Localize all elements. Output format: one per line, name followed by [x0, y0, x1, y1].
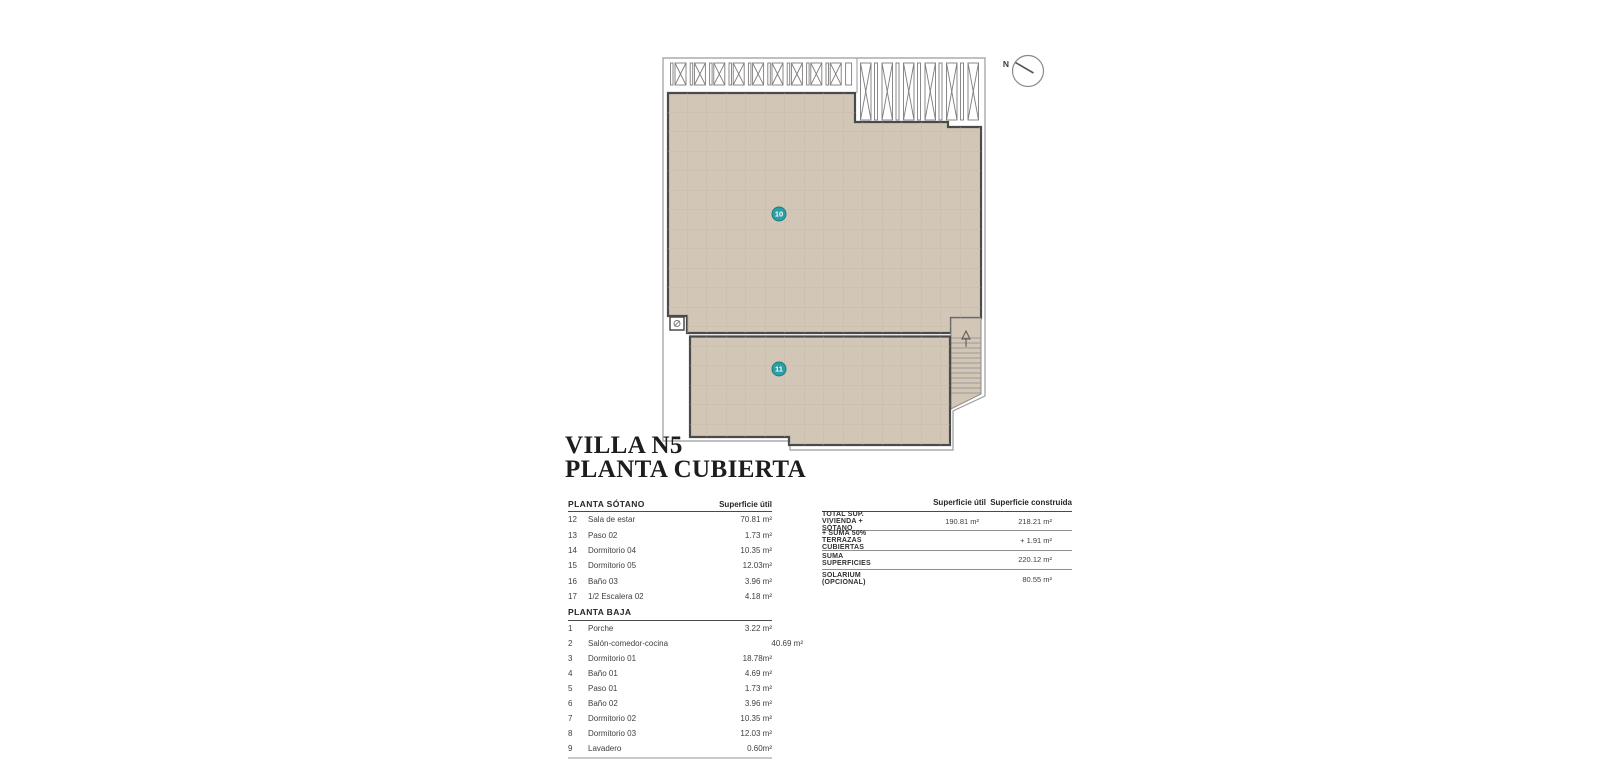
svg-text:10: 10 [774, 209, 784, 219]
summary-construida-value: 80.55 m² [1022, 574, 1052, 584]
summary-row-solarium [822, 570, 1072, 588]
summary-construida-value: 220.12 m² [1018, 555, 1052, 565]
room-name: Porche [588, 623, 614, 633]
room-name: Paso 02 [588, 530, 618, 540]
table-row [568, 741, 772, 756]
svg-text:N: N [1002, 59, 1010, 69]
room-area: 10.35 m² [740, 545, 772, 555]
room-name: Baño 02 [588, 698, 618, 708]
summary-label: TOTAL SUP. VIVIENDA + SÓTANO [822, 510, 864, 532]
room-area: 3.96 m² [744, 698, 772, 708]
table-row [568, 558, 772, 573]
row-number: 9 [568, 743, 573, 753]
svg-text:11: 11 [775, 364, 783, 374]
room-area: 70.81 m² [740, 515, 772, 525]
lower-roof-area [690, 337, 950, 446]
column-header-superficie-construida: Superficie construida [990, 498, 1072, 507]
table-row [568, 666, 772, 681]
row-number: 4 [568, 668, 573, 678]
row-number: 3 [568, 653, 573, 663]
room-area: 1.73 m² [744, 530, 772, 540]
room-area: 12.03m² [742, 561, 772, 571]
room-area: 4.69 m² [744, 668, 772, 678]
row-number: 13 [568, 530, 577, 540]
floor-plan-svg [630, 40, 1050, 460]
table-row [568, 711, 772, 726]
table-row [568, 696, 772, 711]
table-row [568, 681, 772, 696]
summary-construida-value: + 1.91 m² [1020, 536, 1052, 546]
marker-11 [772, 362, 786, 376]
room-area: 4.18 m² [744, 592, 772, 602]
row-number: 16 [568, 576, 577, 586]
row-number: 14 [568, 545, 577, 555]
row-number: 7 [568, 713, 573, 723]
room-name: Baño 03 [588, 576, 618, 586]
floor-plan [630, 40, 1050, 460]
page-title [565, 434, 806, 482]
upper-roof-area [668, 93, 981, 333]
column-header-superficie-util: Superficie útil [933, 498, 986, 507]
section-title: PLANTA SÓTANO [568, 499, 645, 509]
summary-header-row [822, 494, 1072, 512]
room-name: Dormitorio 04 [588, 545, 637, 555]
room-area: 1.73 m² [744, 683, 772, 693]
summary-table [822, 494, 1072, 589]
summary-label: + SUMA 50% TERRAZAS CUBIERTAS [822, 530, 867, 552]
summary-construida-value: 218.21 m² [1018, 516, 1052, 526]
room-area: 3.96 m² [744, 576, 772, 586]
summary-label: SOLARIUM (OPCIONAL) [822, 572, 866, 587]
room-area: 3.22 m² [744, 623, 772, 633]
summary-row-total [822, 512, 1072, 531]
room-area: 0.60m² [747, 743, 772, 753]
room-area: 10.35 m² [740, 713, 772, 723]
room-area: 18.78m² [742, 653, 772, 663]
section-header-planta-baja [568, 605, 772, 621]
row-number: 15 [568, 561, 577, 571]
row-number: 17 [568, 592, 577, 602]
room-name: Paso 01 [588, 683, 618, 693]
table-row [568, 512, 772, 527]
summary-label: SUMA SUPERFICIES [822, 552, 871, 567]
table-row [568, 651, 772, 666]
column-header-superficie-util: Superficie útil [719, 499, 772, 509]
row-number: 1 [568, 623, 573, 633]
section-header-planta-sotano [568, 497, 772, 512]
table-row [568, 636, 803, 651]
marker-10 [772, 207, 786, 221]
stairs [951, 318, 981, 409]
summary-row-terrazas [822, 531, 1072, 550]
row-number: 6 [568, 698, 573, 708]
table-row [568, 527, 772, 542]
room-area: 40.69 m² [771, 638, 803, 648]
room-name: Dormitorio 03 [588, 728, 637, 738]
table-cutoff-edge [568, 757, 772, 759]
room-name: Dormitorio 01 [588, 653, 637, 663]
room-name: Baño 01 [588, 668, 618, 678]
row-number: 12 [568, 515, 577, 525]
room-name: Salón-comedor-cocina [588, 638, 669, 648]
title-line-2: PLANTA CUBIERTA [565, 456, 807, 483]
area-table [568, 497, 803, 756]
table-row [568, 543, 772, 558]
room-area: 12.03 m² [740, 728, 772, 738]
row-number: 2 [568, 638, 573, 648]
summary-util-value: 190.81 m² [945, 516, 979, 526]
table-row [568, 726, 772, 741]
title-line-1: VILLA N5 [565, 432, 683, 459]
summary-row-suma [822, 551, 1072, 570]
room-name: Dormitorio 05 [588, 561, 637, 571]
room-name: 1/2 Escalera 02 [588, 592, 644, 602]
room-name: Dormitorio 02 [588, 713, 637, 723]
row-number: 5 [568, 683, 573, 693]
table-row [568, 589, 772, 604]
table-row [568, 621, 772, 636]
room-name: Sala de estar [588, 515, 636, 525]
table-row [568, 574, 772, 589]
drain-symbol-icon [670, 317, 684, 330]
section-title: PLANTA BAJA [568, 607, 632, 618]
room-name: Lavadero [588, 743, 622, 753]
compass-icon [1003, 56, 1044, 87]
row-number: 8 [568, 728, 573, 738]
